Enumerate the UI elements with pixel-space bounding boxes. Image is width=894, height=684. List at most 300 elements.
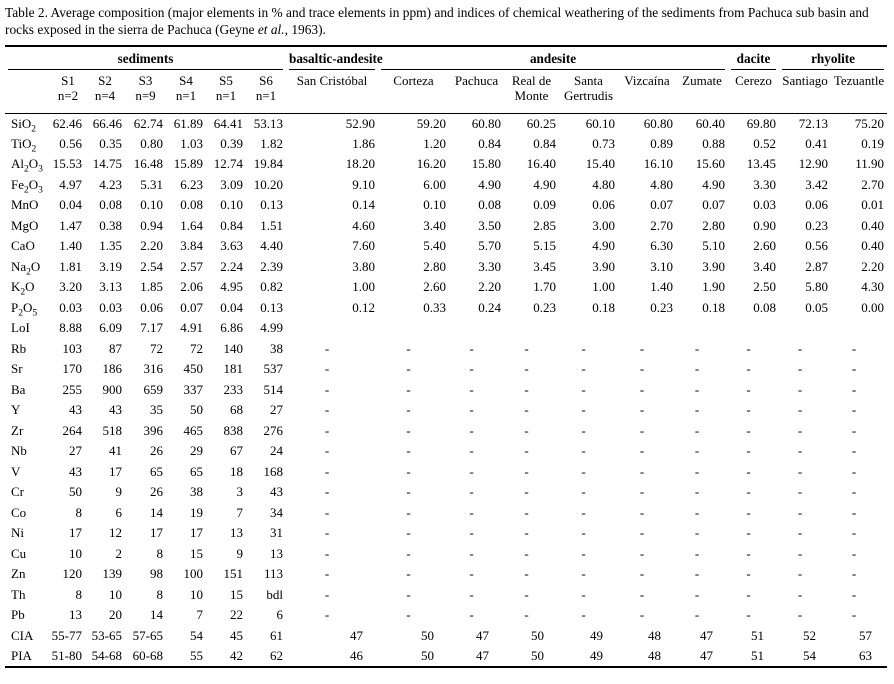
- table-cell: 18.20: [345, 156, 375, 172]
- table-cell: 0.24: [478, 299, 501, 315]
- table-cell: 0.40: [861, 217, 885, 233]
- column-header-s5: [206, 70, 246, 113]
- table-cell: 255: [62, 381, 82, 397]
- table-cell: 6.09: [99, 320, 122, 336]
- row-label: LoI: [11, 320, 30, 336]
- table-cell: 47: [700, 647, 714, 663]
- table-cell: 6.00: [423, 176, 446, 192]
- table-cell: -: [746, 361, 751, 377]
- table-cell: 0.38: [99, 217, 122, 233]
- table-cell: -: [406, 340, 411, 356]
- table-cell: 13: [230, 525, 243, 541]
- table-cell: 15.89: [173, 156, 203, 172]
- table-cell: 0.56: [805, 238, 829, 254]
- table-row-cr: [5, 482, 887, 503]
- table-cell: -: [324, 566, 330, 582]
- table-cell: 120: [62, 566, 82, 582]
- table-cell: 50: [421, 647, 434, 663]
- table-cell: 55: [190, 647, 203, 663]
- table-cell: 0.80: [140, 135, 163, 151]
- table-cell: -: [581, 586, 586, 602]
- table-cell: -: [406, 586, 411, 602]
- table-cell: 27: [270, 402, 283, 418]
- table-cell: -: [524, 525, 529, 541]
- table-cell: 50: [531, 627, 544, 643]
- table-row-k2o: [5, 277, 887, 298]
- table-cell: 3.00: [592, 217, 615, 233]
- table-cell: 49: [590, 647, 603, 663]
- table-cell: 2.20: [478, 279, 501, 295]
- table-cell: 3.13: [99, 279, 122, 295]
- column-name: San Cristóbal: [296, 73, 368, 88]
- table-cell: 0.07: [650, 197, 673, 213]
- table-cell: 2.54: [140, 258, 163, 274]
- table-cell: -: [469, 586, 474, 602]
- table-row-p2o5: [5, 298, 887, 319]
- table-cell: 518: [102, 422, 122, 438]
- table-cell: -: [469, 340, 474, 356]
- corner-cell: [5, 70, 51, 113]
- table-cell: 0.33: [423, 299, 446, 315]
- table-cell: 0.23: [533, 299, 556, 315]
- table-cell: [504, 318, 559, 339]
- table-cell: -: [639, 586, 645, 602]
- row-label: $Na_2O$: [11, 258, 41, 278]
- table-cell: 65: [190, 463, 203, 479]
- row-label: $Fe_2O_3$: [11, 176, 43, 196]
- table-row-tio2: [5, 134, 887, 155]
- table-row-y: [5, 400, 887, 421]
- table-cell: 69.80: [746, 115, 777, 131]
- table-cell: 38: [270, 340, 283, 356]
- table-cell: 43: [69, 402, 82, 418]
- column-sample-count: n=1: [255, 88, 277, 103]
- table-cell: 15.53: [52, 156, 82, 172]
- table-cell: 17: [109, 463, 122, 479]
- table-cell: 54: [803, 647, 817, 663]
- table-cell: -: [524, 484, 529, 500]
- table-cell: 465: [183, 422, 203, 438]
- table-cell: -: [797, 381, 803, 397]
- table-cell: 18: [230, 463, 243, 479]
- table-cell: 6: [276, 607, 283, 623]
- table-cell: 9: [115, 484, 122, 500]
- table-cell: -: [469, 545, 474, 561]
- table-cell: 11.90: [855, 156, 885, 172]
- column-name: S1: [61, 73, 75, 88]
- table-cell: -: [524, 443, 529, 459]
- table-cell: 6.86: [220, 320, 243, 336]
- table-cell: 0.18: [702, 299, 726, 315]
- table-cell: -: [581, 340, 586, 356]
- table-cell: 0.13: [260, 197, 283, 213]
- table-cell: -: [851, 484, 857, 500]
- table-cell: 0.19: [861, 135, 885, 151]
- table-cell: -: [797, 443, 803, 459]
- table-cell: 16.48: [133, 156, 163, 172]
- column-sample-count: n=1: [215, 88, 237, 103]
- table-cell: 3.30: [753, 176, 777, 192]
- group-header-rhyolite: [779, 46, 887, 70]
- table-cell: 52: [803, 627, 817, 643]
- group-label: rhyolite: [782, 51, 884, 70]
- table-cell: 0.08: [180, 197, 203, 213]
- row-label: V: [11, 463, 21, 479]
- table-cell: 4.80: [592, 176, 615, 192]
- table-cell: -: [406, 607, 411, 623]
- table-cell: 2.20: [140, 238, 163, 254]
- table-cell: 4.30: [861, 279, 885, 295]
- table-cell: 0.03: [753, 197, 777, 213]
- table-cell: -: [524, 402, 529, 418]
- table-cell: -: [797, 545, 803, 561]
- table-cell: 0.82: [260, 279, 283, 295]
- table-cell: -: [324, 422, 330, 438]
- table-cell: 10: [190, 586, 203, 602]
- table-row-al2o3: [5, 154, 887, 175]
- table-cell: 7.17: [140, 320, 163, 336]
- table-cell: 8.88: [59, 320, 82, 336]
- table-cell: [378, 318, 449, 339]
- table-cell: -: [639, 566, 645, 582]
- table-cell: -: [694, 504, 700, 520]
- table-cell: 537: [263, 361, 283, 377]
- table-cell: 87: [109, 340, 122, 356]
- table-cell: -: [746, 340, 751, 356]
- table-cell: 0.01: [861, 197, 885, 213]
- table-cell: 53-65: [91, 627, 122, 643]
- table-row-cia: [5, 626, 887, 647]
- table-cell: 3.90: [702, 258, 726, 274]
- composition-table: [5, 45, 887, 668]
- table-cell: [676, 318, 728, 339]
- table-cell: 17: [69, 525, 82, 541]
- table-cell: -: [469, 607, 474, 623]
- table-cell: 1.85: [140, 279, 163, 295]
- table-cell: 15.80: [471, 156, 501, 172]
- table-cell: 19.84: [253, 156, 283, 172]
- column-name: Vizcaína: [624, 73, 670, 88]
- table-row-pia: [5, 646, 887, 667]
- group-label: dacite: [731, 51, 776, 70]
- table-cell: 5.70: [478, 238, 501, 254]
- table-cell: 2.60: [753, 238, 777, 254]
- table-cell: -: [524, 340, 529, 356]
- table-cell: 0.23: [805, 217, 829, 233]
- table-cell: 12.74: [213, 156, 243, 172]
- table-cell: -: [469, 443, 474, 459]
- table-cell: 4.60: [352, 217, 375, 233]
- table-cell: -: [797, 422, 803, 438]
- table-cell: 9: [236, 545, 243, 561]
- table-cell: 51: [751, 647, 765, 663]
- table-cell: -: [639, 545, 645, 561]
- table-cell: 2.60: [423, 279, 446, 295]
- table-cell: 60.80: [471, 115, 501, 131]
- table-cell: 0.52: [753, 135, 777, 151]
- table-cell: 103: [62, 340, 82, 356]
- table-cell: 186: [102, 361, 122, 377]
- row-label: Co: [11, 504, 27, 520]
- column-name: S4: [179, 73, 193, 88]
- column-name: S6: [259, 73, 273, 88]
- table-cell: 9.10: [352, 176, 375, 192]
- table-cell: 450: [183, 361, 203, 377]
- table-cell: 41: [109, 443, 122, 459]
- column-header-pachuca: [449, 70, 504, 113]
- table-cell: 0.14: [352, 197, 375, 213]
- table-cell: -: [746, 443, 751, 459]
- table-cell: 1.47: [59, 217, 82, 233]
- table-cell: 1.86: [352, 135, 375, 151]
- table-cell: 1.00: [592, 279, 615, 295]
- table-cell: 264: [62, 422, 82, 438]
- table-cell: 4.23: [99, 176, 122, 192]
- table-cell: -: [469, 484, 474, 500]
- table-cell: 57-65: [132, 627, 163, 643]
- table-cell: 0.73: [592, 135, 615, 151]
- table-cell: 3.30: [478, 258, 501, 274]
- table-cell: -: [746, 484, 751, 500]
- table-cell: 47: [350, 627, 363, 643]
- table-cell: -: [746, 402, 751, 418]
- table-cell: -: [324, 402, 330, 418]
- table-cell: -: [851, 422, 857, 438]
- table-cell: 10: [109, 586, 122, 602]
- table-cell: 2.80: [702, 217, 726, 233]
- table-row-pb: [5, 605, 887, 626]
- row-label: CaO: [11, 238, 35, 254]
- table-cell: 1.64: [180, 217, 203, 233]
- table-cell: 0.94: [140, 217, 163, 233]
- table-cell: -: [406, 566, 411, 582]
- table-cell: -: [851, 586, 857, 602]
- table-cell: -: [469, 361, 474, 377]
- table-cell: 0.84: [220, 217, 243, 233]
- table-cell: 46: [350, 647, 363, 663]
- table-cell: 514: [263, 381, 283, 397]
- table-cell: 4.99: [260, 320, 283, 336]
- table-cell: -: [851, 545, 857, 561]
- table-cell: [618, 318, 676, 339]
- table-cell: 3.90: [592, 258, 615, 274]
- table-cell: -: [639, 422, 645, 438]
- table-cell: -: [797, 504, 803, 520]
- table-cell: 10: [69, 545, 82, 561]
- table-cell: 1.40: [59, 238, 82, 254]
- column-name: Santa Gertrudis: [563, 73, 614, 103]
- table-cell: [449, 318, 504, 339]
- table-cell: -: [851, 525, 857, 541]
- column-sample-count: n=1: [175, 88, 197, 103]
- table-cell: -: [469, 381, 474, 397]
- row-label: $P_2O_5$: [11, 299, 38, 319]
- table-cell: -: [694, 484, 700, 500]
- group-header-basaltic-andesite: [286, 46, 383, 70]
- table-cell: -: [581, 484, 586, 500]
- table-cell: 12: [109, 525, 122, 541]
- table-row-v: [5, 462, 887, 483]
- table-cell: 8: [156, 545, 163, 561]
- table-cell: 7.60: [352, 238, 375, 254]
- table-cell: 65: [150, 463, 163, 479]
- table-cell: 29: [190, 443, 203, 459]
- table-cell: 35: [150, 402, 163, 418]
- table-cell: 5.15: [533, 238, 556, 254]
- column-sample-count: n=4: [94, 88, 116, 103]
- table-cell: 31: [270, 525, 283, 541]
- row-label: Ba: [11, 381, 26, 397]
- column-header-cerezo: [728, 70, 779, 113]
- table-cell: 2.57: [180, 258, 203, 274]
- table-cell: 1.81: [59, 258, 82, 274]
- group-label: basaltic-andesite: [289, 51, 375, 70]
- table-cell: [728, 318, 779, 339]
- column-header-zumate: [676, 70, 728, 113]
- column-header-real-de-monte: [504, 70, 559, 113]
- table-cell: 75.20: [854, 115, 885, 131]
- table-cell: -: [851, 566, 857, 582]
- column-name: S3: [138, 73, 153, 88]
- table-cell: 15: [230, 586, 243, 602]
- table-cell: -: [524, 566, 529, 582]
- table-cell: 19: [190, 504, 203, 520]
- table-cell: 181: [223, 361, 243, 377]
- table-cell: 3.40: [423, 217, 446, 233]
- table-cell: 60-68: [132, 647, 163, 663]
- row-label: Pb: [11, 607, 25, 623]
- table-cell: -: [406, 381, 411, 397]
- table-row-ni: [5, 523, 887, 544]
- table-cell: 1.20: [423, 135, 446, 151]
- table-cell: -: [851, 607, 857, 623]
- table-cell: 16.20: [416, 156, 446, 172]
- table-cell: 0.39: [220, 135, 243, 151]
- row-label: CIA: [11, 627, 34, 643]
- table-cell: -: [851, 443, 857, 459]
- table-cell: 14: [150, 607, 163, 623]
- table-cell: 62.74: [133, 115, 163, 131]
- table-cell: 61: [270, 627, 283, 643]
- table-cell: 4.90: [702, 176, 726, 192]
- table-cell: 8: [75, 504, 82, 520]
- column-name-row: [5, 70, 887, 113]
- table-row-cu: [5, 544, 887, 565]
- table-cell: -: [524, 586, 529, 602]
- table-cell: -: [746, 545, 751, 561]
- column-name: Tezuantle: [833, 73, 885, 88]
- table-cell: 3.45: [533, 258, 556, 274]
- table-cell: 54-68: [91, 647, 122, 663]
- table-cell: -: [639, 443, 645, 459]
- table-cell: -: [639, 361, 645, 377]
- table-cell: 316: [143, 361, 163, 377]
- table-cell: -: [639, 463, 645, 479]
- table-cell: 22: [230, 607, 243, 623]
- table-cell: 1.82: [260, 135, 283, 151]
- column-header-s4: [166, 70, 206, 113]
- table-cell: -: [524, 545, 529, 561]
- table-cell: -: [694, 381, 700, 397]
- table-row-sr: [5, 359, 887, 380]
- table-cell: 0.06: [140, 299, 163, 315]
- table-cell: 3: [236, 484, 243, 500]
- table-cell: 26: [150, 484, 163, 500]
- table-cell: -: [851, 402, 857, 418]
- table-cell: 3.84: [180, 238, 203, 254]
- table-cell: 0.08: [478, 197, 501, 213]
- table-cell: 1.70: [533, 279, 556, 295]
- table-cell: 54: [190, 627, 203, 643]
- table-cell: -: [797, 525, 803, 541]
- row-label: Y: [11, 402, 21, 418]
- group-header-dacite: [728, 46, 779, 70]
- table-cell: -: [524, 607, 529, 623]
- column-sample-count: n=9: [135, 88, 156, 103]
- table-cell: 49: [590, 627, 603, 643]
- table-cell: -: [406, 504, 411, 520]
- table-cell: -: [324, 586, 330, 602]
- column-header-vizca-na: [618, 70, 676, 113]
- table-cell: 140: [223, 340, 243, 356]
- table-cell: -: [406, 402, 411, 418]
- table-cell: 151: [223, 566, 243, 582]
- table-cell: -: [694, 545, 700, 561]
- table-cell: -: [581, 566, 586, 582]
- column-header-s3: [125, 70, 166, 113]
- table-cell: 52.90: [345, 115, 375, 131]
- caption-citation-italic: et al.: [257, 22, 285, 37]
- table-cell: -: [581, 422, 586, 438]
- table-cell: 4.97: [59, 176, 82, 192]
- row-label: Rb: [11, 340, 27, 356]
- table-cell: -: [797, 402, 803, 418]
- table-cell: 0.18: [592, 299, 615, 315]
- table-cell: -: [694, 340, 700, 356]
- column-header-corteza: [378, 70, 449, 113]
- table-cell: 3.19: [99, 258, 122, 274]
- table-cell: 5.80: [805, 279, 829, 295]
- table-cell: -: [694, 422, 700, 438]
- table-cell: 64.41: [213, 115, 243, 131]
- table-cell: 4.40: [260, 238, 283, 254]
- table-cell: 10.20: [253, 176, 283, 192]
- table-cell: 659: [143, 381, 163, 397]
- row-label: PIA: [11, 647, 32, 663]
- group-header-sediments: [5, 46, 286, 70]
- table-cell: 60.40: [695, 115, 726, 131]
- table-cell: -: [406, 545, 411, 561]
- table-cell: 0.41: [805, 135, 829, 151]
- table-cell: -: [797, 484, 803, 500]
- row-label: Cu: [11, 545, 27, 561]
- table-cell: 51-80: [51, 647, 82, 663]
- table-cell: 45: [230, 627, 243, 643]
- table-cell: 72: [190, 340, 203, 356]
- table-cell: -: [524, 504, 529, 520]
- table-cell: 3.63: [220, 238, 243, 254]
- row-label: MgO: [11, 217, 39, 233]
- table-cell: -: [639, 504, 645, 520]
- table-cell: 24: [270, 443, 283, 459]
- table-cell: 1.00: [352, 279, 375, 295]
- table-cell: -: [746, 586, 751, 602]
- table-cell: -: [581, 361, 586, 377]
- table-cell: 48: [648, 647, 661, 663]
- table-cell: -: [746, 422, 751, 438]
- table-cell: 47: [476, 647, 489, 663]
- table-cell: 139: [102, 566, 122, 582]
